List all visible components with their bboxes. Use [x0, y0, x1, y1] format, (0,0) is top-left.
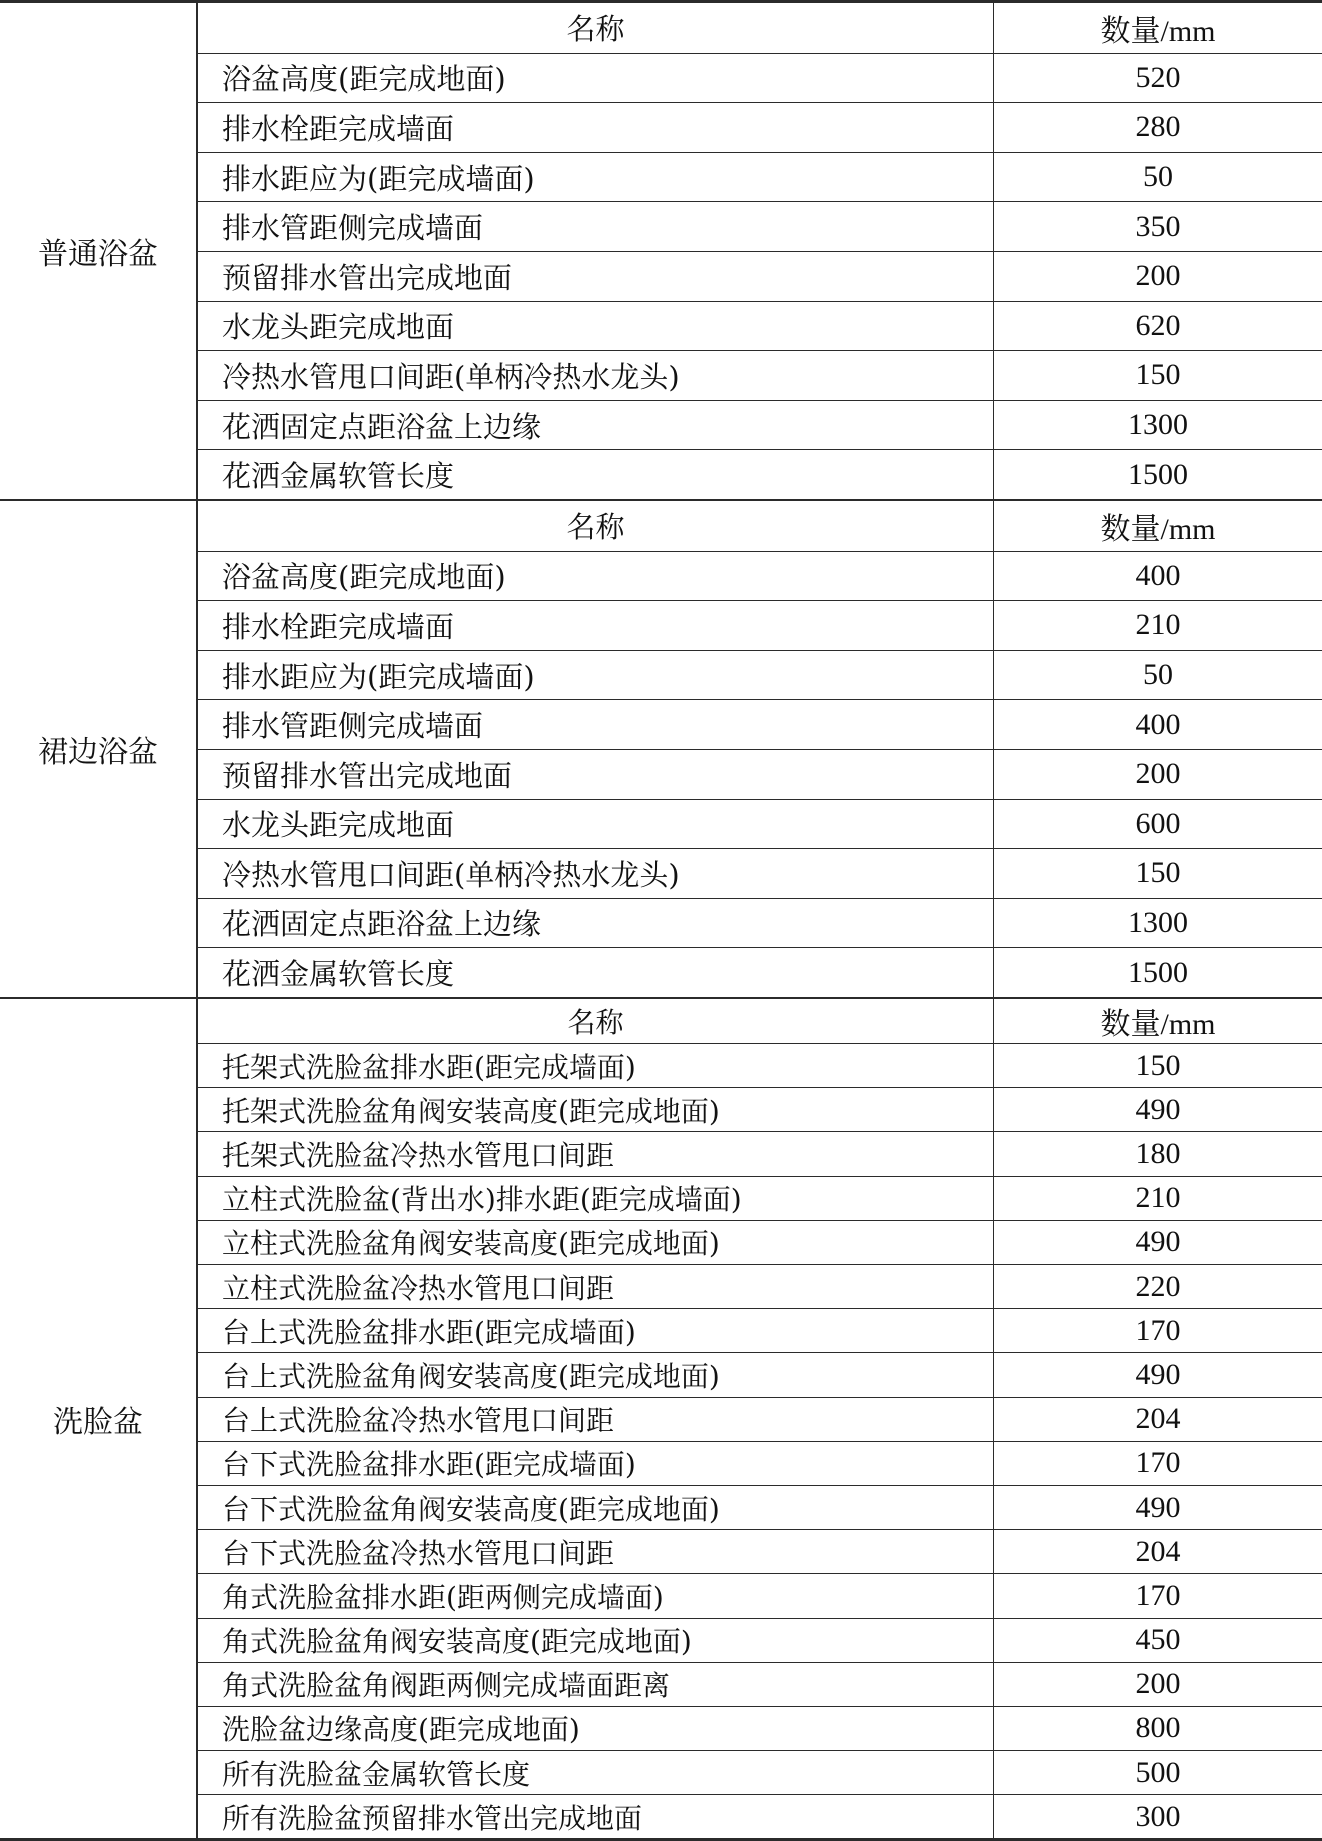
row-value: 400 — [1135, 558, 1181, 592]
row-value: 450 — [1135, 1623, 1181, 1657]
table-row — [198, 201, 1322, 251]
row-name: 水龙头距完成地面 — [198, 302, 994, 351]
table-row — [198, 53, 1322, 103]
section-rows — [198, 3, 1322, 499]
row-value: 400 — [1135, 707, 1181, 741]
row-value: 500 — [1135, 1755, 1181, 1789]
table-row — [198, 1485, 1322, 1529]
row-value: 300 — [1135, 1799, 1181, 1833]
row-name: 花洒金属软管长度 — [198, 450, 994, 499]
table-row — [198, 1397, 1322, 1441]
row-name: 花洒固定点距浴盆上边缘 — [198, 899, 994, 948]
row-value: 170 — [1135, 1313, 1181, 1347]
row-value: 220 — [1135, 1269, 1181, 1303]
row-name: 角式洗脸盆角阀安装高度(距完成地面) — [198, 1619, 994, 1662]
header-row — [198, 999, 1322, 1043]
table-row — [198, 301, 1322, 351]
row-value: 490 — [1135, 1092, 1181, 1126]
section-block — [0, 997, 1322, 1839]
table-row — [198, 1220, 1322, 1264]
header-name-label: 名称 — [198, 3, 994, 53]
table-row — [198, 1662, 1322, 1706]
table-row — [198, 1131, 1322, 1175]
row-value: 600 — [1135, 806, 1181, 840]
row-value: 350 — [1135, 209, 1181, 243]
row-value: 520 — [1135, 60, 1181, 94]
row-value: 1300 — [1128, 905, 1188, 939]
row-name: 台下式洗脸盆角阀安装高度(距完成地面) — [198, 1486, 994, 1529]
table-row — [198, 400, 1322, 450]
row-name: 所有洗脸盆金属软管长度 — [198, 1751, 994, 1794]
table-row — [198, 600, 1322, 650]
table-row — [198, 749, 1322, 799]
row-value: 200 — [1135, 259, 1181, 293]
table-row — [198, 551, 1322, 601]
header-qty-label: 数量/mm — [1100, 512, 1216, 546]
row-name: 排水管距侧完成墙面 — [198, 202, 994, 251]
table-row — [198, 1308, 1322, 1352]
table-row — [198, 350, 1322, 400]
table-row — [198, 251, 1322, 301]
row-name: 浴盆高度(距完成地面) — [198, 54, 994, 103]
row-name: 立柱式洗脸盆(背出水)排水距(距完成墙面) — [198, 1177, 994, 1220]
header-row — [198, 501, 1322, 551]
row-name: 预留排水管出完成地面 — [198, 750, 994, 799]
table-row — [198, 848, 1322, 898]
row-name: 角式洗脸盆排水距(距两侧完成墙面) — [198, 1574, 994, 1617]
table-row — [198, 898, 1322, 948]
section-rows — [198, 999, 1322, 1839]
header-row — [198, 3, 1322, 53]
row-name: 立柱式洗脸盆冷热水管甩口间距 — [198, 1265, 994, 1308]
table-row — [198, 1573, 1322, 1617]
row-name: 立柱式洗脸盆角阀安装高度(距完成地面) — [198, 1221, 994, 1264]
row-value: 490 — [1135, 1357, 1181, 1391]
category-label: 普通浴盆 — [0, 3, 198, 499]
row-name: 台上式洗脸盆冷热水管甩口间距 — [198, 1398, 994, 1441]
row-name: 水龙头距完成地面 — [198, 800, 994, 849]
row-name: 托架式洗脸盆冷热水管甩口间距 — [198, 1132, 994, 1175]
row-name: 角式洗脸盆角阀距两侧完成墙面距离 — [198, 1663, 994, 1706]
row-value: 180 — [1135, 1137, 1181, 1171]
row-name: 所有洗脸盆预留排水管出完成地面 — [198, 1795, 994, 1838]
row-value: 204 — [1135, 1402, 1181, 1436]
table-row — [198, 1706, 1322, 1750]
row-name: 托架式洗脸盆排水距(距完成墙面) — [198, 1044, 994, 1087]
table-row — [198, 699, 1322, 749]
row-name: 台上式洗脸盆角阀安装高度(距完成地面) — [198, 1353, 994, 1396]
row-value: 620 — [1135, 308, 1181, 342]
row-value: 200 — [1135, 1667, 1181, 1701]
row-value: 150 — [1135, 358, 1181, 392]
table-row — [198, 449, 1322, 499]
row-name: 洗脸盆边缘高度(距完成地面) — [198, 1707, 994, 1750]
row-name: 冷热水管甩口间距(单柄冷热水龙头) — [198, 351, 994, 400]
section-block — [0, 3, 1322, 499]
table-row — [198, 947, 1322, 997]
section-block — [0, 499, 1322, 997]
row-value: 1300 — [1128, 408, 1188, 442]
table-row — [198, 1529, 1322, 1573]
row-value: 204 — [1135, 1534, 1181, 1568]
row-name: 冷热水管甩口间距(单柄冷热水龙头) — [198, 849, 994, 898]
row-value: 170 — [1135, 1578, 1181, 1612]
row-value: 150 — [1135, 856, 1181, 890]
row-name: 台上式洗脸盆排水距(距完成墙面) — [198, 1309, 994, 1352]
row-value: 1500 — [1128, 955, 1188, 989]
section-rows — [198, 501, 1322, 997]
header-name-label: 名称 — [198, 999, 994, 1043]
table-row — [198, 1794, 1322, 1838]
header-qty-label: 数量/mm — [1100, 14, 1216, 48]
row-value: 1500 — [1128, 457, 1188, 491]
row-value: 490 — [1135, 1225, 1181, 1259]
table-row — [198, 1087, 1322, 1131]
row-name: 浴盆高度(距完成地面) — [198, 552, 994, 601]
row-value: 200 — [1135, 757, 1181, 791]
row-name: 排水距应为(距完成墙面) — [198, 153, 994, 202]
row-value: 170 — [1135, 1446, 1181, 1480]
row-name: 花洒金属软管长度 — [198, 948, 994, 997]
row-name: 排水栓距完成墙面 — [198, 601, 994, 650]
row-value: 280 — [1135, 110, 1181, 144]
table-row — [198, 1352, 1322, 1396]
table-row — [198, 152, 1322, 202]
row-name: 台下式洗脸盆排水距(距完成墙面) — [198, 1442, 994, 1485]
row-name: 托架式洗脸盆角阀安装高度(距完成地面) — [198, 1088, 994, 1131]
table-row — [198, 1043, 1322, 1087]
row-name: 台下式洗脸盆冷热水管甩口间距 — [198, 1530, 994, 1573]
row-name: 预留排水管出完成地面 — [198, 252, 994, 301]
row-value: 800 — [1135, 1711, 1181, 1745]
table-row — [198, 1750, 1322, 1794]
table-row — [198, 1264, 1322, 1308]
table-row — [198, 1176, 1322, 1220]
row-value: 210 — [1135, 608, 1181, 642]
header-name-label: 名称 — [198, 501, 994, 551]
row-name: 花洒固定点距浴盆上边缘 — [198, 401, 994, 450]
table-row — [198, 650, 1322, 700]
row-value: 50 — [1143, 160, 1173, 194]
header-qty-label: 数量/mm — [1100, 1007, 1216, 1041]
row-name: 排水管距侧完成墙面 — [198, 700, 994, 749]
row-value: 50 — [1143, 658, 1173, 692]
row-value: 490 — [1135, 1490, 1181, 1524]
table-row — [198, 1618, 1322, 1662]
row-name: 排水距应为(距完成墙面) — [198, 651, 994, 700]
category-label: 裙边浴盆 — [0, 501, 198, 997]
row-name: 排水栓距完成墙面 — [198, 103, 994, 152]
table-row — [198, 1441, 1322, 1485]
category-label: 洗脸盆 — [0, 999, 198, 1839]
table-row — [198, 799, 1322, 849]
table-row — [198, 102, 1322, 152]
row-value: 210 — [1135, 1181, 1181, 1215]
row-value: 150 — [1135, 1048, 1181, 1082]
